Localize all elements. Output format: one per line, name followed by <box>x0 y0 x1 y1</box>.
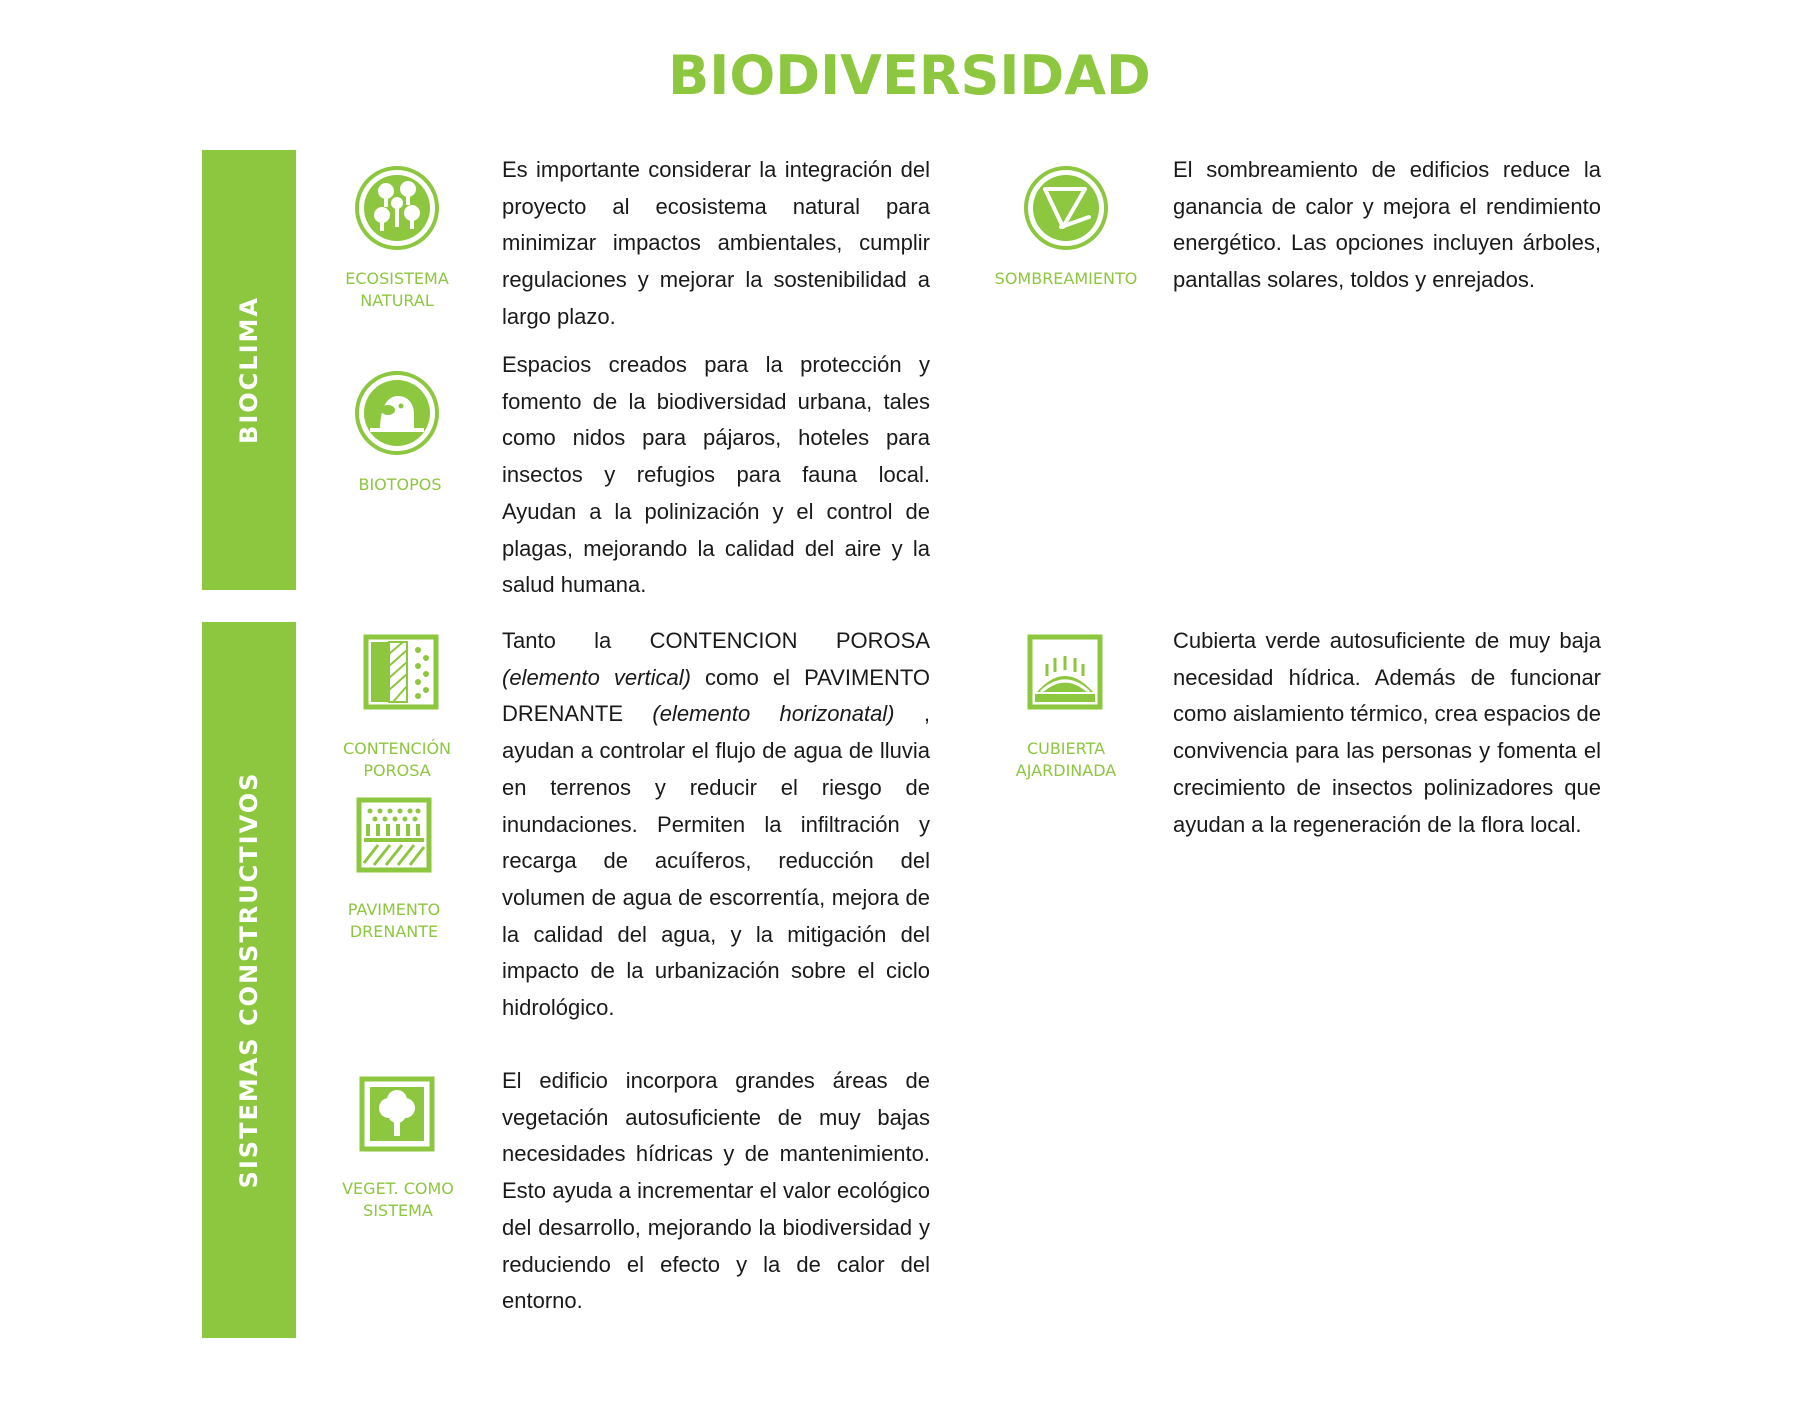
contencion-text-italic-1: (elemento vertical) <box>502 664 691 690</box>
contencion-text-part-3: , ayudan a controlar el flujo de agua de lluvia en terrenos y reducir el riesgo de inundaciones. Permiten la infiltración y recarga de acuíferos, reducción del volumen de agua de escorrentía, mejora de la calidad del agua, y la mitigación del impacto de la urbanización sobre el ciclo hidrológico. <box>502 701 930 1021</box>
pavimento-label-line-2: DRENANTE <box>349 922 439 941</box>
contencion-label <box>317 738 477 782</box>
ecosistema-label-line-2: NATURAL <box>360 291 434 310</box>
contencion-text <box>502 623 930 1021</box>
contencion-text-italic-2: (elemento horizonatal) <box>652 701 895 727</box>
sombreamiento-label <box>986 268 1146 290</box>
draining-pavement-icon <box>356 797 432 873</box>
sistemas-band <box>202 622 296 1338</box>
bioclima-band-label: BIOCLIMA <box>235 296 263 444</box>
pavimento-label-line-1: PAVIMENTO <box>347 900 441 919</box>
trees-circle-icon <box>354 165 440 251</box>
pavimento-label <box>314 899 474 943</box>
cubierta-text: Cubierta verde autosuficiente de muy baja necesidad hídrica. Además de funcionar como aislamiento térmico, crea espacios de convivencia para las personas y fomenta el crecimiento de insectos polinizadores que ayudan a la regeneración de la flora local. <box>1173 628 1601 837</box>
porous-wall-icon <box>363 634 439 710</box>
vegetacion-text: El edificio incorpora grandes áreas de vegetación autosuficiente de muy bajas necesidades hídricas y de mantenimiento. Esto ayuda a incrementar el valor ecológico del desarrollo, mejorando la biodiversidad y reduciendo el efecto y la de calor del entorno. <box>502 1068 930 1314</box>
biotopos-label <box>320 474 480 496</box>
contencion-text-part-2: como el PAVIMENTO DRENANTE <box>502 664 930 727</box>
page-title: BIODIVERSIDAD <box>668 44 1151 107</box>
shade-circle-icon <box>1023 165 1109 251</box>
ecosistema-label <box>317 268 477 312</box>
cubierta-label <box>986 738 1146 782</box>
bioclima-band <box>202 150 296 590</box>
cubierta-label-line-2: AJARDINADA <box>1015 761 1117 780</box>
tree-square-icon <box>359 1076 435 1152</box>
biotopos-text: Espacios creados para la protección y fomento de la biodiversidad urbana, tales como nidos para pájaros, hoteles para insectos y refugios para fauna local. Ayudan a la polinización y el control de plagas, mejorando la calidad del aire y la salud humana. <box>502 352 930 598</box>
vegetacion-label-line-2: SISTEMA <box>363 1201 433 1220</box>
cubierta-label-line-1: CUBIERTA <box>1026 739 1106 758</box>
ecosistema-label-line-1: ECOSISTEMA <box>345 269 449 288</box>
biotopos-label-line-1: BIOTOPOS <box>358 475 442 494</box>
sombreamiento-text: El sombreamiento de edificios reduce la ganancia de calor y mejora el rendimiento energético. Las opciones incluyen árboles, pantallas solares, toldos y enrejados. <box>1173 157 1601 293</box>
sombreamiento-label-line-1: SOMBREAMIENTO <box>994 269 1138 288</box>
contencion-text-part-1: Tanto la CONTENCION POROSA <box>502 628 930 653</box>
vegetacion-label-line-1: VEGET. COMO <box>342 1179 454 1198</box>
green-roof-icon <box>1027 634 1103 710</box>
mole-circle-icon <box>354 370 440 456</box>
sistemas-band-label: SISTEMAS CONSTRUCTIVOS <box>235 771 263 1189</box>
ecosistema-text: Es importante considerar la integración del proyecto al ecosistema natural para minimizar impactos ambientales, cumplir regulaciones y mejorar la sostenibilidad a largo plazo. <box>502 157 930 329</box>
vegetacion-label <box>318 1178 478 1222</box>
contencion-label-line-2: POROSA <box>363 761 431 780</box>
contencion-label-line-1: CONTENCIÓN <box>342 739 452 758</box>
